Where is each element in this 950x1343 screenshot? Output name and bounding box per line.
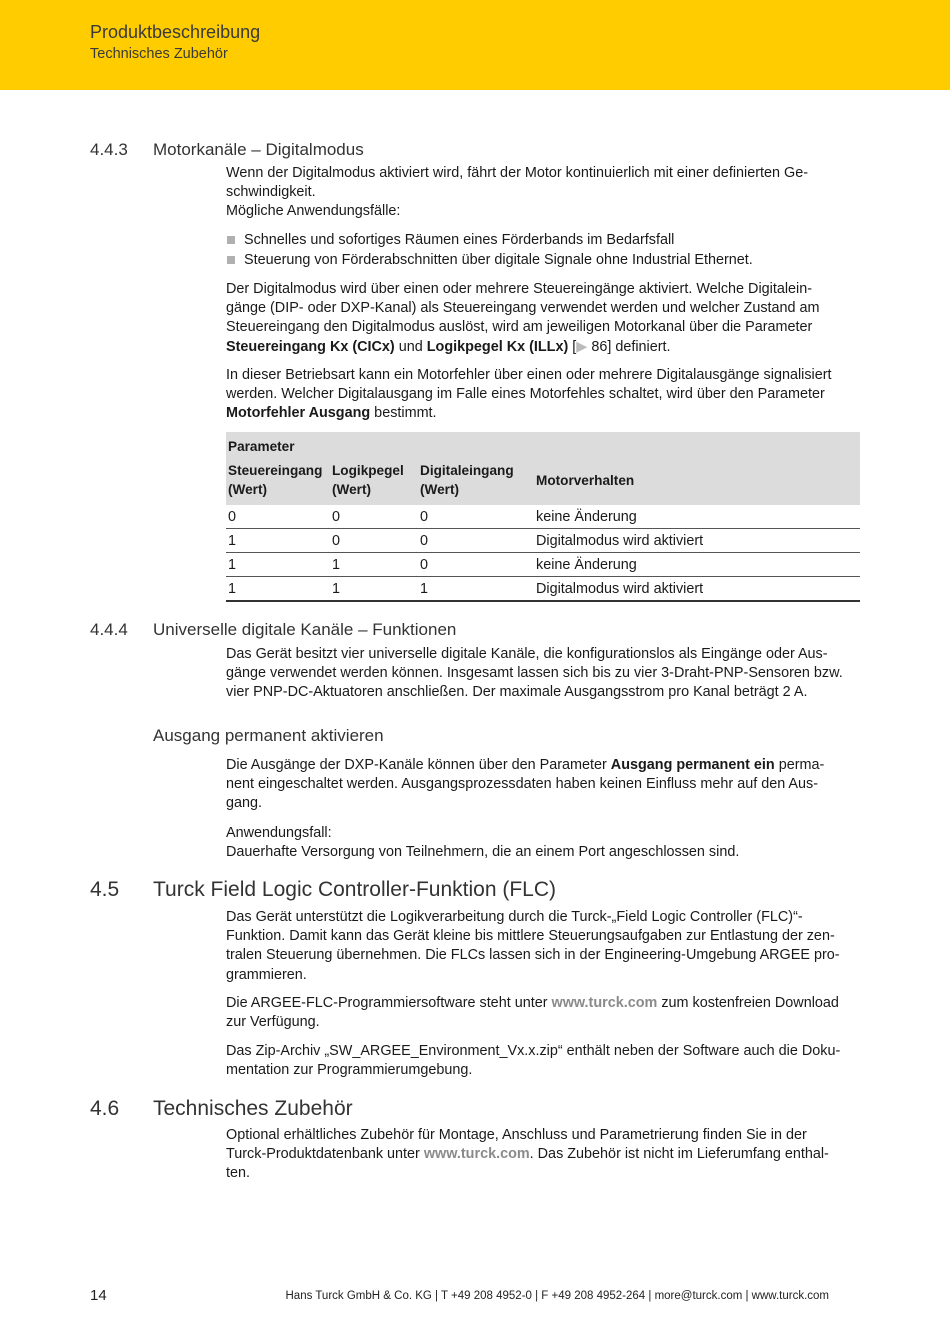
table-cell: 0	[226, 505, 330, 529]
text-line: In dieser Betriebsart kann ein Motorfehler über einen oder mehrere Digitalausgänge signalisiert	[226, 367, 832, 383]
section-number: 4.4.3	[90, 140, 128, 159]
paragraph	[226, 1042, 860, 1080]
text-line: Optional erhältliches Zubehör für Montage, Anschluss und Parametrierung finden Sie in der	[226, 1127, 807, 1143]
paragraph	[226, 280, 860, 357]
text-line: gänge (DIP- oder DXP-Kanal) als Steuereingang verwendet werden und welcher Zustand am	[226, 300, 820, 317]
arrow-icon: ▶	[576, 338, 588, 355]
text-line: zur Verfügung.	[226, 1014, 320, 1031]
table-row	[226, 577, 860, 602]
table-cell: 0	[330, 505, 418, 529]
table-group-header: Parameter	[226, 432, 860, 458]
section-title: Turck Field Logic Controller-Funktion (FLC)	[153, 878, 557, 901]
table-cell: keine Änderung	[534, 553, 860, 577]
text-line	[226, 1145, 860, 1164]
column-header: Motorverhalten	[534, 458, 860, 505]
paragraph	[226, 908, 860, 985]
parameter-name: Logikpegel Kx (ILLx)	[426, 338, 569, 355]
paragraph	[226, 645, 860, 703]
text-line: werden. Welcher Digitalausgang im Falle eines Motorfehles schaltet, wird über den Parameter	[226, 386, 825, 403]
text-line	[226, 756, 860, 775]
table-cell: Digitalmodus wird aktiviert	[534, 529, 860, 553]
text-line: Anwendungsfall:	[226, 825, 332, 841]
text-line: mentation zur Programmierumgebung.	[226, 1062, 473, 1079]
subsection-title: Ausgang permanent aktivieren	[153, 726, 384, 745]
list-item-text: Steuerung von Förderabschnitten über digitale Signale ohne Industrial Ethernet.	[244, 252, 753, 268]
turck-link[interactable]: www.turck.com	[551, 995, 658, 1011]
text-line: Wenn der Digitalmodus aktiviert wird, fährt der Motor kontinuierlich mit einer definierten Ge-	[226, 165, 808, 181]
text-fragment: Die ARGEE-FLC-Programmiersoftware steht unter	[226, 995, 552, 1011]
table-cell: 0	[418, 529, 534, 553]
text-fragment: perma-	[774, 757, 825, 773]
text-line: Mögliche Anwendungsfälle:	[226, 203, 401, 220]
page-header	[0, 0, 950, 90]
paragraph	[226, 1126, 860, 1184]
parameter-name: Ausgang permanent ein	[610, 757, 775, 773]
table-cell: 0	[418, 505, 534, 529]
text-line: vier PNP-DC-Aktuatoren anschließen. Der maximale Ausgangsstrom pro Kanal beträgt 2 A.	[226, 684, 808, 701]
table-cell: Digitalmodus wird aktiviert	[534, 577, 860, 602]
text-line	[226, 994, 860, 1013]
paragraph	[226, 994, 860, 1032]
text-line: tralen Steuerung übernehmen. Die FLCs lassen sich in der Engineering-Umgebung ARGEE pro-	[226, 947, 840, 964]
list-item-text: Schnelles und sofortiges Räumen eines Förderbands im Bedarfsfall	[244, 232, 675, 248]
header-title: Produktbeschreibung	[90, 22, 261, 42]
text-fragment: und	[394, 338, 427, 355]
column-header: Digitaleingang (Wert)	[418, 458, 534, 505]
table-cell: 1	[330, 577, 418, 602]
text-fragment: zum kostenfreien Download	[657, 995, 839, 1011]
table-cell: 1	[226, 577, 330, 602]
text-line: Das Gerät besitzt vier universelle digitale Kanäle, die konfigurationslos als Eingänge oder Aus-	[226, 646, 828, 662]
bullet-square-icon	[227, 256, 235, 264]
table-cell: 0	[418, 553, 534, 577]
section-title: Universelle digitale Kanäle – Funktionen	[153, 620, 457, 639]
table-cell: keine Änderung	[534, 505, 860, 529]
paragraph	[226, 164, 860, 222]
text-fragment: Turck-Produktdatenbank unter	[226, 1146, 424, 1163]
text-fragment: . Das Zubehör ist nicht im Lieferumfang enthal-	[529, 1146, 829, 1163]
section-number: 4.6	[90, 1097, 120, 1120]
section-title: Motorkanäle – Digitalmodus	[153, 140, 364, 159]
table-cell: 1	[226, 553, 330, 577]
text-line: Der Digitalmodus wird über einen oder mehrere Steuereingänge aktiviert. Welche Digitalein-	[226, 281, 813, 297]
section-title: Technisches Zubehör	[153, 1097, 353, 1120]
parameter-table	[226, 432, 860, 602]
table-cell: 1	[330, 553, 418, 577]
text-line: ten.	[226, 1165, 251, 1182]
text-line: Das Zip-Archiv „SW_ARGEE_Environment_Vx.x.zip“ enthält neben der Software auch die Doku-	[226, 1043, 841, 1059]
parameter-name: Steuereingang Kx (CICx)	[226, 338, 395, 355]
header-subtitle: Technisches Zubehör	[90, 46, 228, 62]
text-line	[226, 338, 860, 357]
text-fragment: bestimmt.	[370, 405, 437, 422]
table-cell: 1	[226, 529, 330, 553]
turck-link[interactable]: www.turck.com	[423, 1146, 530, 1163]
page-number: 14	[90, 1287, 107, 1304]
column-header: Logikpegel (Wert)	[330, 458, 418, 505]
text-line: gänge verwendet werden können. Insgesamt lassen sich bis zu vier 3-Draht-PNP-Sensoren bzw.	[226, 665, 843, 682]
bullet-square-icon	[227, 236, 235, 244]
column-header: Steuereingang (Wert)	[226, 458, 330, 505]
table-cell: 1	[418, 577, 534, 602]
table-cell: 0	[330, 529, 418, 553]
text-fragment: [	[568, 338, 577, 355]
text-line: Das Gerät unterstützt die Logikverarbeitung durch die Turck-„Field Logic Controller (FLC)“-	[226, 909, 803, 925]
text-line: Funktion. Damit kann das Gerät kleine bis mittlere Steuerungsaufgaben zur Entlastung der zen-	[226, 928, 835, 945]
table-row	[226, 505, 860, 529]
section-number: 4.5	[90, 878, 120, 901]
paragraph	[226, 756, 860, 814]
paragraph	[226, 824, 860, 862]
text-line: schwindigkeit.	[226, 184, 316, 201]
parameter-name: Motorfehler Ausgang	[226, 405, 371, 422]
text-line: Dauerhafte Versorgung von Teilnehmern, die an einem Port angeschlossen sind.	[226, 844, 740, 861]
text-line: grammieren.	[226, 966, 307, 983]
footer-contact: Hans Turck GmbH & Co. KG | T +49 208 4952-0 | F +49 208 4952-264 | more@turck.com | www.turck.com	[285, 1290, 829, 1302]
text-line: nent eingeschaltet werden. Ausgangsprozessdaten haben keinen Einfluss mehr auf den Aus-	[226, 776, 819, 793]
paragraph	[226, 366, 860, 424]
section-number: 4.4.4	[90, 620, 128, 639]
text-line	[226, 404, 860, 423]
text-fragment: Die Ausgänge der DXP-Kanäle können über den Parameter	[226, 757, 611, 773]
text-line: Steuereingang den Digitalmodus auslöst, wird am jeweiligen Motorkanal über die Parameter	[226, 319, 813, 336]
table-row	[226, 553, 860, 577]
page-reference[interactable]: 86] definiert.	[587, 338, 671, 355]
table-row	[226, 529, 860, 553]
text-line: gang.	[226, 795, 263, 812]
